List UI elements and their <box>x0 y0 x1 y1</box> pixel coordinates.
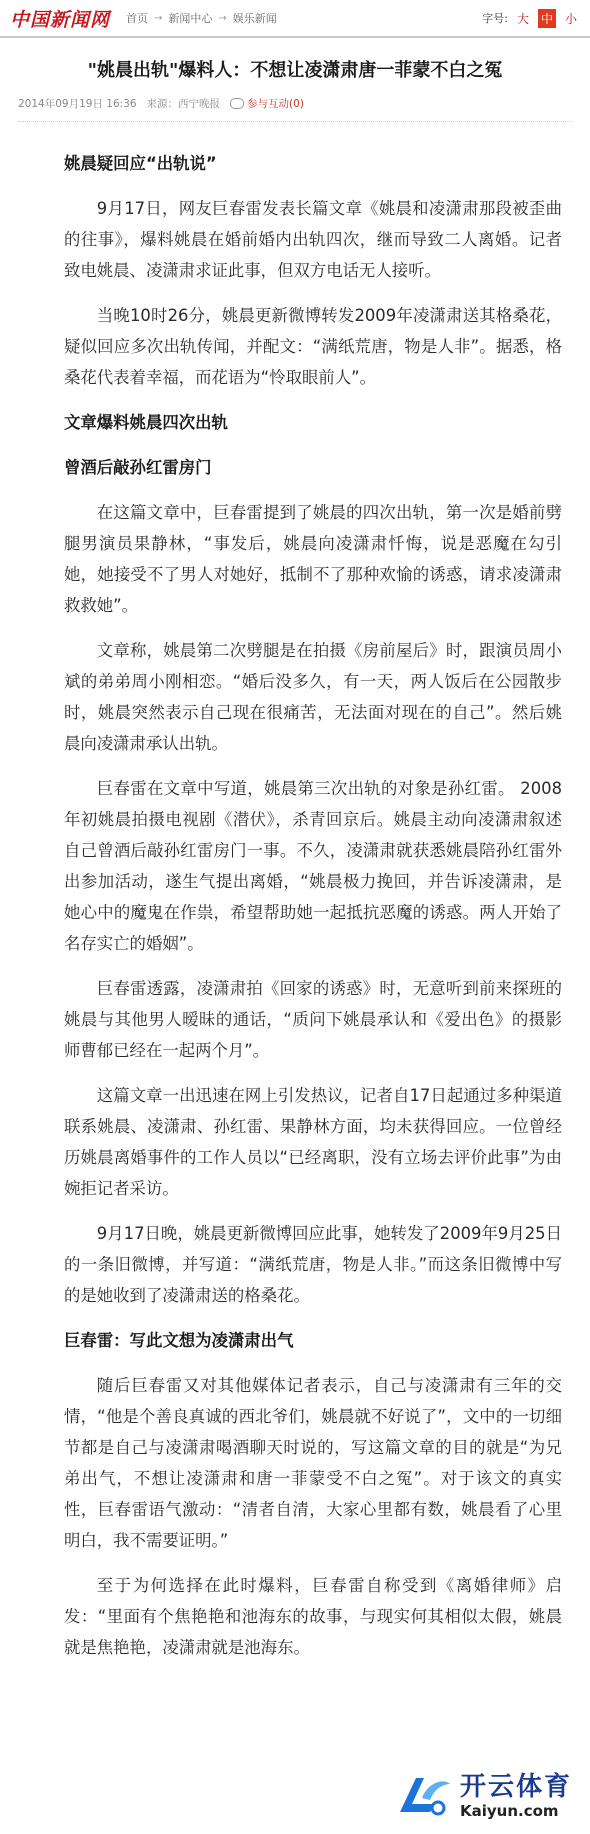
watermark-brand-en: Kaiyun.com <box>459 1801 559 1820</box>
paragraph: 在这篇文章中，巨春雷提到了姚晨的四次出轨，第一次是婚前劈腿男演员果静林，“事发后，姚晨向凌潇肃忏悔，说是恶魔在勾引她，她接受不了男人对她好，抵制不了那种欢愉的诱惑，请求凌潇肃救救她”。 <box>64 503 562 615</box>
watermark-logo-icon <box>394 1772 454 1820</box>
section-heading: 文章爆料姚晨四次出轨 <box>64 413 228 432</box>
article-meta <box>18 96 572 122</box>
paragraph: 巨春雷在文章中写道，姚晨第三次出轨的对象是孙红雷。 2008年初姚晨拍摄电视剧《潜伏》，杀青回京后。姚晨主动向凌潇肃叙述自己曾酒后敲孙红雷房门一事。不久，凌潇肃就获悉姚晨陪孙红雷外出参加活动，遂生气提出离婚，“姚晨极力挽回，并告诉凌潇肃，是她心中的魔鬼在作祟，希望帮助她一起抵抗恶魔的诱惑。两人开始了名存实亡的婚姻”。 <box>64 779 562 953</box>
font-size-large[interactable]: 大 <box>516 11 529 26</box>
publish-date: 2014年09月19日 16:36 <box>18 98 137 110</box>
watermark <box>388 1768 578 1824</box>
font-size-small[interactable]: 小 <box>564 11 577 26</box>
comment-bubble-icon <box>230 98 244 109</box>
font-size-label: 字号: <box>482 12 508 25</box>
article-source: 来源：西宁晚报 <box>146 98 221 110</box>
breadcrumb-home[interactable]: 首页 <box>126 12 149 25</box>
article-title: "姚晨出轨"爆料人：不想让凌潇肃唐一菲蒙不白之冤 <box>87 60 503 81</box>
breadcrumb <box>126 10 277 26</box>
section-heading: 姚晨疑回应“出轨说” <box>64 154 217 173</box>
breadcrumb-news-center[interactable]: 新闻中心 <box>168 12 213 25</box>
top-bar <box>0 0 590 38</box>
paragraph: 9月17日晚，姚晨更新微博回应此事，她转发了2009年9月25日的一条旧微博，并写道：“满纸荒唐，物是人非。”而这条旧微博中写的是她收到了凌潇肃送的格桑花。 <box>64 1224 562 1305</box>
section-heading: 曾酒后敲孙红雷房门 <box>64 458 212 477</box>
breadcrumb-separator: → <box>154 12 163 24</box>
paragraph: 巨春雷透露，凌潇肃拍《回家的诱惑》时，无意听到前来探班的姚晨与其他男人暧昧的通话，“质问下姚晨承认和《爱出色》的摄影师曹郁已经在一起两个月”。 <box>64 979 562 1060</box>
comment-link[interactable] <box>230 96 304 111</box>
font-size-medium[interactable]: 中 <box>538 9 556 28</box>
paragraph: 当晚10时26分，姚晨更新微博转发2009年凌潇肃送其格桑花，疑似回应多次出轨传闻，并配文：“满纸荒唐，物是人非”。据悉，格桑花代表着幸福，而花语为“怜取眼前人”。 <box>64 306 562 387</box>
article-body <box>0 122 590 1663</box>
paragraph: 随后巨春雷又对其他媒体记者表示，自己与凌潇肃有三年的交情，“他是个善良真诚的西北爷们，姚晨就不好说了”，文中的一切细节都是自己与凌潇肃喝酒聊天时说的，写这篇文章的目的就是“为兄弟出气，不想让凌潇肃和唐一菲蒙受不白之冤”。对于该文的真实性，巨春雷语气激动：“清者自清，大家心里都有数，姚晨看了心里明白，我不需要证明。” <box>64 1376 562 1550</box>
section-heading: 巨春雷：写此文想为凌潇肃出气 <box>64 1331 294 1350</box>
paragraph: 至于为何选择在此时爆料，巨春雷自称受到《离婚律师》启发：“里面有个焦艳艳和池海东的故事，与现实何其相似太假，姚晨就是焦艳艳，凌潇肃就是池海东。 <box>64 1576 562 1657</box>
watermark-brand-cn: 开云体育 <box>459 1771 572 1802</box>
breadcrumb-entertainment[interactable]: 娱乐新闻 <box>232 12 277 25</box>
paragraph: 这篇文章一出迅速在网上引发热议，记者自17日起通过多种渠道联系姚晨、凌潇肃、孙红雷、果静林方面，均未获得回应。一位曾经历姚晨离婚事件的工作人员以“已经离职，没有立场去评价此事”为由婉拒记者采访。 <box>64 1086 562 1198</box>
paragraph: 文章称，姚晨第二次劈腿是在拍摄《房前屋后》时，跟演员周小斌的弟弟周小刚相恋。“婚后没多久，有一天，两人饭后在公园散步时，姚晨突然表示自己现在很痛苦，无法面对现在的自己”。然后姚晨向凌潇肃承认出轨。 <box>64 641 562 753</box>
font-size-switcher <box>482 9 580 28</box>
breadcrumb-separator: → <box>218 12 227 24</box>
paragraph: 9月17日，网友巨春雷发表长篇文章《姚晨和凌潇肃那段被歪曲的往事》，爆料姚晨在婚前婚内出轨四次，继而导致二人离婚。记者致电姚晨、凌潇肃求证此事，但双方电话无人接听。 <box>64 199 562 280</box>
comment-link-label: 参与互动(0) <box>247 98 304 110</box>
site-logo[interactable]: 中国新闻网 <box>10 8 111 31</box>
